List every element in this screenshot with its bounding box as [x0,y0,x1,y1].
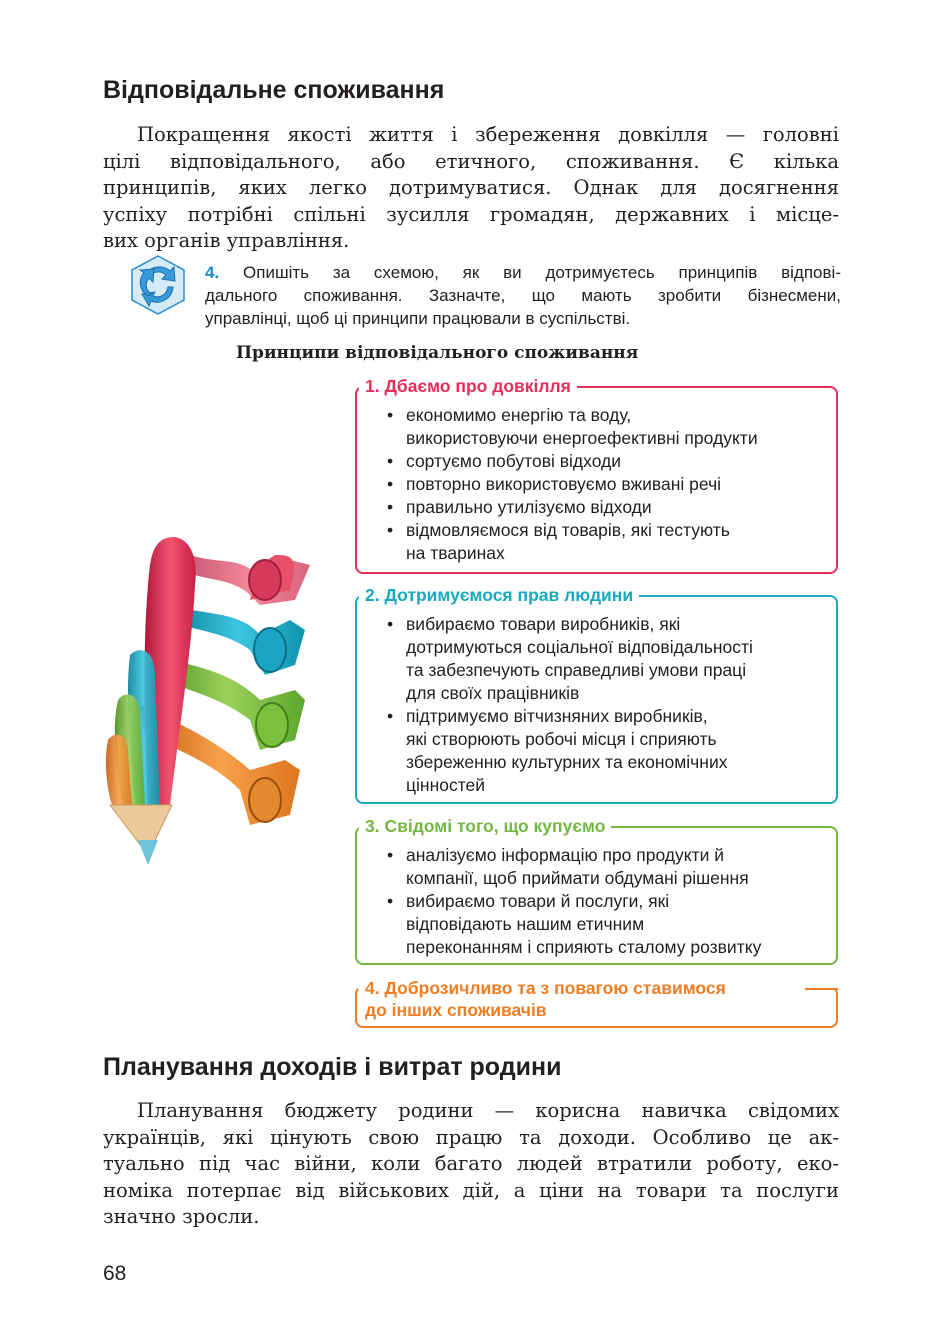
principle-box-respect [355,978,838,1028]
paragraph-line: Покращення якості життя і збереження довкілля — головні [137,123,839,146]
principle-heading: 2. Дотримуємося прав людини [359,584,639,606]
budget-paragraph [103,1098,839,1231]
section-heading-responsible-consumption: Відповідальне споживання [103,76,445,104]
colored-pencil-ribbons-illustration [100,525,355,875]
principle-heading: 3. Свідомі того, що купуємо [359,815,611,837]
task-line [205,261,841,284]
scheme-title: Принципи відповідального споживання [236,343,639,363]
page-number: 68 [103,1262,127,1285]
paragraph-line: вих органів управління. [103,229,350,252]
paragraph-line: цілі відповідального, або етичного, споживання. Є кілька [103,149,839,173]
paragraph-line: українців, які цінують свою працю та доходи. Особливо це ак- [103,1125,839,1149]
principle-heading-line: 4. Доброзичливо та з повагою ставимося [365,977,732,999]
principle-heading-line: до інших споживачів [365,999,553,1021]
recycle-arrows-icon [127,254,189,316]
task-text: Опишіть за схемою, як ви дотримуєтесь принципів відпові- [243,263,841,282]
intro-paragraph [103,122,839,255]
paragraph-line: успіху потрібні спільні зусилля громадян, державних і місце- [103,202,839,226]
paragraph-line: туально під час війни, коли багато людей втратили роботу, еко- [103,1152,839,1175]
principle-box-environment [355,376,838,574]
principle-heading: 1. Дбаємо про довкілля [359,375,577,397]
list-item: • вибираємо товари виробників, які дотримуються соціальної відповідальності та забезпечують справедливі умови праці для своїх працівників [387,613,753,705]
paragraph-line: номіка потерпає від військових дій, а ціни на товари та послуги [103,1178,839,1202]
list-item: • підтримуємо вітчизняних виробників, які створюють робочі місця і сприяють збереженню культурних та економічних цінностей [387,705,753,797]
principle-list [387,613,753,797]
principle-list [387,404,758,565]
list-item: • сортуємо побутові відходи [387,450,758,473]
paragraph-line: принципів, яких легко дотримуватися. Однак для досягнення [103,176,839,199]
principle-box-conscious-buying [355,816,838,965]
section-heading-family-budget: Планування доходів і витрат родини [103,1053,562,1081]
principle-heading [359,977,738,1021]
box-top-rule [805,988,838,990]
list-item: • економимо енергію та воду, використовуючи енергоефективні продукти [387,404,758,450]
paragraph-line: Планування бюджету родини — корисна навичка свідомих [137,1099,839,1122]
list-item: • повторно використовуємо вживані речі [387,473,758,496]
task-line: управлінці, щоб ці принципи працювали в суспільстві. [205,309,631,328]
principle-box-human-rights [355,585,838,804]
task-4 [205,261,841,330]
list-item: • вибираємо товари й послуги, які відповідають нашим етичним переконанням і сприяють сталому розвитку [387,890,761,959]
task-number: 4. [205,263,220,282]
task-line: дального споживання. Зазначте, що мають зробити бізнесмени, [205,286,841,305]
list-item: • правильно утилізуємо відходи [387,496,758,519]
paragraph-line: значно зросли. [103,1205,260,1228]
principle-list [387,844,761,959]
list-item: • аналізуємо інформацію про продукти й компанії, щоб приймати обдумані рішення [387,844,761,890]
list-item: • відмовляємося від товарів, які тестують на тваринах [387,519,758,565]
